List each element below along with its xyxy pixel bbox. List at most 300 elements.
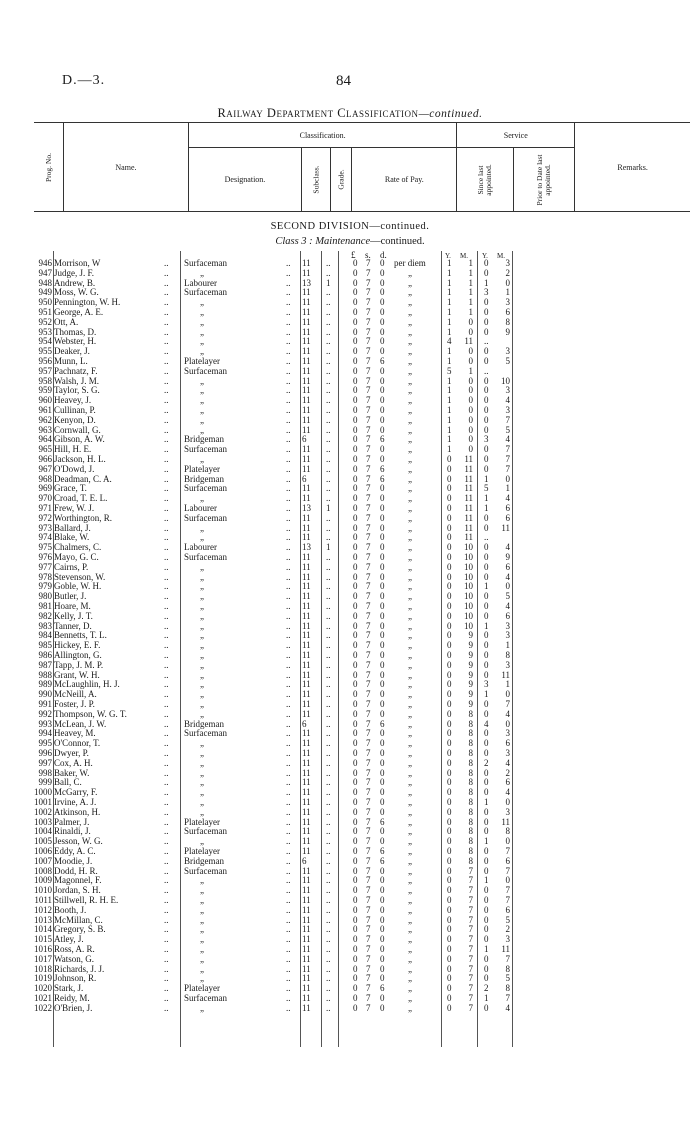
table-row bbox=[0, 563, 700, 573]
col-prog-no: Prog. No. bbox=[43, 152, 53, 182]
leader-dots: .. bbox=[286, 414, 291, 425]
cell-py: 0 bbox=[484, 738, 489, 749]
cell-name: Stevenson, W. bbox=[54, 571, 106, 582]
leader-dots: .. bbox=[164, 424, 169, 435]
cell-d: 6 bbox=[380, 356, 385, 366]
cell-s: 7 bbox=[366, 483, 371, 494]
cell-des: „ bbox=[200, 777, 204, 788]
leader-dots: .. bbox=[164, 630, 169, 641]
cell-py: 2 bbox=[484, 983, 489, 994]
cell-py: 0 bbox=[484, 385, 489, 396]
leader-dots: .. bbox=[286, 640, 291, 651]
cell-per: „ bbox=[408, 993, 412, 1003]
cell-l: 0 bbox=[353, 895, 358, 905]
cell-sy: 0 bbox=[447, 748, 452, 758]
table-row bbox=[0, 876, 700, 886]
cell-des: Surfaceman bbox=[184, 552, 227, 562]
leader-dots: .. bbox=[286, 297, 291, 308]
cell-d: 0 bbox=[380, 385, 385, 396]
cell-py: 0 bbox=[484, 297, 489, 308]
cell-s: 7 bbox=[366, 552, 371, 562]
cell-s: 7 bbox=[366, 836, 371, 847]
cell-sy: 0 bbox=[447, 640, 452, 651]
leader-dots: .. bbox=[164, 326, 169, 337]
cell-name: Atley, J. bbox=[54, 934, 84, 945]
table-row bbox=[0, 592, 700, 602]
cell-pm: 4 bbox=[505, 571, 510, 582]
cell-sub: 11 bbox=[302, 1002, 311, 1013]
leader-dots: .. bbox=[286, 356, 291, 366]
cell-gr: .. bbox=[326, 993, 331, 1003]
cell-per: „ bbox=[408, 914, 412, 925]
col-designation: Designation. bbox=[188, 148, 301, 212]
table-row bbox=[0, 269, 700, 279]
leader-dots: .. bbox=[164, 816, 169, 827]
cell-l: 0 bbox=[353, 512, 358, 523]
cell-no: 967 bbox=[38, 463, 52, 474]
cell-gr: .. bbox=[326, 581, 331, 592]
leader-dots: .. bbox=[286, 493, 291, 504]
cell-name: McMillan, C. bbox=[54, 914, 103, 925]
cell-per: „ bbox=[408, 748, 412, 758]
leader-dots: .. bbox=[286, 601, 291, 611]
cell-name: Watson, G. bbox=[54, 953, 95, 964]
cell-py: 0 bbox=[484, 307, 489, 317]
cell-name: McGarry, F. bbox=[54, 787, 98, 798]
cell-l: 0 bbox=[353, 689, 358, 700]
cell-no: 993 bbox=[38, 718, 52, 729]
cell-gr: .. bbox=[326, 326, 331, 337]
cell-l: 0 bbox=[353, 650, 358, 660]
cell-s: 7 bbox=[366, 679, 371, 690]
cell-sm: 9 bbox=[468, 699, 473, 709]
table-row bbox=[0, 641, 700, 651]
cell-l: 0 bbox=[353, 503, 358, 513]
cell-sm: 8 bbox=[468, 797, 473, 807]
cell-per: „ bbox=[408, 277, 412, 288]
cell-l: 0 bbox=[353, 277, 358, 288]
cell-des: „ bbox=[200, 424, 204, 435]
cell-s: 7 bbox=[366, 963, 371, 974]
cell-sy: 0 bbox=[447, 973, 452, 984]
cell-py: .. bbox=[484, 365, 489, 376]
cell-sub: 11 bbox=[302, 601, 311, 611]
leader-dots: .. bbox=[164, 708, 169, 719]
cell-l: 0 bbox=[353, 983, 358, 994]
cell-name: Croad, T. E. L. bbox=[54, 493, 108, 504]
cell-s: 7 bbox=[366, 914, 371, 925]
cell-d: 0 bbox=[380, 963, 385, 974]
cell-d: 0 bbox=[380, 522, 385, 533]
table-row bbox=[0, 759, 700, 769]
cell-sub: 6 bbox=[302, 434, 307, 445]
table-row bbox=[0, 867, 700, 877]
cell-name: Thompson, W. G. T. bbox=[54, 708, 127, 719]
leader-dots: .. bbox=[286, 855, 291, 866]
cell-l: 0 bbox=[353, 904, 358, 915]
cell-name: Grant, W. H. bbox=[54, 669, 100, 680]
unit-years-prior: Y. bbox=[482, 252, 488, 260]
cell-sm: 7 bbox=[468, 875, 473, 886]
cell-per: „ bbox=[408, 385, 412, 396]
cell-sub: 11 bbox=[302, 405, 311, 415]
cell-sub: 11 bbox=[302, 944, 311, 954]
cell-name: Kelly, J. T. bbox=[54, 610, 93, 621]
cell-d: 0 bbox=[380, 326, 385, 337]
cell-py: 0 bbox=[484, 640, 489, 651]
cell-gr: .. bbox=[326, 483, 331, 494]
cell-per: „ bbox=[408, 816, 412, 827]
cell-d: 0 bbox=[380, 679, 385, 690]
table-row bbox=[0, 357, 700, 367]
col-prior: Prior to Date last appointed. bbox=[514, 148, 575, 212]
cell-py: 2 bbox=[484, 757, 489, 768]
cell-sy: 1 bbox=[447, 356, 452, 366]
cell-d: 0 bbox=[380, 601, 385, 611]
cell-sm: 9 bbox=[468, 640, 473, 651]
cell-des: Labourer bbox=[184, 503, 217, 513]
cell-py: 0 bbox=[484, 512, 489, 523]
cell-d: 0 bbox=[380, 267, 385, 278]
cell-d: 0 bbox=[380, 316, 385, 327]
cell-pm: 0 bbox=[505, 797, 510, 807]
cell-pm: 0 bbox=[505, 875, 510, 886]
cell-s: 7 bbox=[366, 503, 371, 513]
cell-gr: 1 bbox=[326, 277, 331, 288]
cell-sub: 11 bbox=[302, 532, 311, 543]
cell-no: 996 bbox=[38, 748, 52, 758]
cell-gr: .. bbox=[326, 640, 331, 651]
cell-pm: 6 bbox=[505, 512, 510, 523]
cell-no: 1013 bbox=[34, 914, 52, 925]
cell-des: Surfaceman bbox=[184, 865, 227, 876]
cell-no: 973 bbox=[38, 522, 52, 533]
table-row bbox=[0, 984, 700, 994]
cell-py: 0 bbox=[484, 1002, 489, 1013]
cell-per: „ bbox=[408, 414, 412, 425]
leader-dots: .. bbox=[286, 963, 291, 974]
cell-no: 954 bbox=[38, 336, 52, 347]
cell-gr: .. bbox=[326, 679, 331, 690]
cell-s: 7 bbox=[366, 473, 371, 484]
cell-des: „ bbox=[200, 375, 204, 386]
cell-per: „ bbox=[408, 473, 412, 484]
cell-sm: 11 bbox=[464, 532, 473, 543]
cell-per: „ bbox=[408, 610, 412, 621]
cell-name: McNeill, A. bbox=[54, 689, 97, 700]
cell-des: Surfaceman bbox=[184, 444, 227, 455]
cell-sm: 8 bbox=[468, 777, 473, 788]
cell-s: 7 bbox=[366, 424, 371, 435]
cell-d: 0 bbox=[380, 875, 385, 886]
cell-name: Walsh, J. M. bbox=[54, 375, 100, 386]
cell-pm: 11 bbox=[501, 944, 510, 954]
cell-pm: 7 bbox=[505, 885, 510, 896]
leader-dots: .. bbox=[164, 346, 169, 357]
cell-sub: 11 bbox=[302, 973, 311, 984]
cell-name: Kenyon, D. bbox=[54, 414, 96, 425]
leader-dots: .. bbox=[164, 356, 169, 366]
leader-dots: .. bbox=[286, 885, 291, 896]
cell-no: 1019 bbox=[34, 973, 52, 984]
cell-no: 989 bbox=[38, 679, 52, 690]
cell-pm: 7 bbox=[505, 463, 510, 474]
cell-gr: .. bbox=[326, 463, 331, 474]
cell-sub: 11 bbox=[302, 806, 311, 817]
cell-sy: 1 bbox=[447, 424, 452, 435]
cell-no: 979 bbox=[38, 581, 52, 592]
header-rule-bottom bbox=[34, 211, 690, 212]
leader-dots: .. bbox=[286, 454, 291, 464]
leader-dots: .. bbox=[164, 934, 169, 945]
cell-l: 0 bbox=[353, 699, 358, 709]
leader-dots: .. bbox=[286, 728, 291, 739]
cell-sm: 7 bbox=[468, 924, 473, 935]
page-title bbox=[0, 106, 700, 121]
leader-dots: .. bbox=[164, 787, 169, 798]
cell-sm: 10 bbox=[464, 601, 473, 611]
cell-des: „ bbox=[200, 581, 204, 592]
cell-pm: 8 bbox=[505, 983, 510, 994]
cell-py: 0 bbox=[484, 414, 489, 425]
cell-sy: 0 bbox=[447, 767, 452, 778]
cell-gr: .. bbox=[326, 385, 331, 396]
leader-dots: .. bbox=[164, 336, 169, 347]
cell-sub: 11 bbox=[302, 463, 311, 474]
cell-per: „ bbox=[408, 983, 412, 994]
cell-l: 0 bbox=[353, 748, 358, 758]
cell-sy: 0 bbox=[447, 708, 452, 719]
cell-pm: 4 bbox=[505, 542, 510, 553]
cell-des: Bridgeman bbox=[184, 473, 224, 484]
cell-per: „ bbox=[408, 561, 412, 572]
cell-d: 0 bbox=[380, 669, 385, 680]
cell-d: 0 bbox=[380, 757, 385, 768]
cell-d: 0 bbox=[380, 904, 385, 915]
cell-py: 0 bbox=[484, 346, 489, 357]
table-row bbox=[0, 896, 700, 906]
cell-name: McLean, J. W. bbox=[54, 718, 107, 729]
division-heading: SECOND DIVISION—continued. bbox=[270, 221, 430, 232]
cell-no: 1012 bbox=[34, 904, 52, 915]
cell-des: „ bbox=[200, 414, 204, 425]
cell-pm: 8 bbox=[505, 963, 510, 974]
cell-per: „ bbox=[408, 434, 412, 445]
table-row bbox=[0, 612, 700, 622]
table-row bbox=[0, 573, 700, 583]
cell-sy: 0 bbox=[447, 473, 452, 484]
table-row bbox=[0, 906, 700, 916]
cell-des: Platelayer bbox=[184, 983, 220, 994]
leader-dots: .. bbox=[164, 307, 169, 317]
cell-des: Surfaceman bbox=[184, 512, 227, 523]
cell-d: 0 bbox=[380, 365, 385, 376]
cell-s: 7 bbox=[366, 934, 371, 945]
cell-sy: 0 bbox=[447, 787, 452, 798]
cell-py: 0 bbox=[484, 591, 489, 602]
leader-dots: .. bbox=[286, 689, 291, 700]
cell-sub: 13 bbox=[302, 503, 311, 513]
cell-name: Allington, G. bbox=[54, 650, 102, 660]
cell-pm: 1 bbox=[505, 679, 510, 690]
cell-sub: 11 bbox=[302, 581, 311, 592]
cell-l: 0 bbox=[353, 620, 358, 631]
cell-per: „ bbox=[408, 973, 412, 984]
cell-per: „ bbox=[408, 689, 412, 700]
cell-d: 0 bbox=[380, 454, 385, 464]
cell-l: 0 bbox=[353, 836, 358, 847]
cell-l: 0 bbox=[353, 757, 358, 768]
cell-des: Surfaceman bbox=[184, 365, 227, 376]
cell-pm: 4 bbox=[505, 1002, 510, 1013]
cell-d: 0 bbox=[380, 885, 385, 896]
cell-sm: 10 bbox=[464, 591, 473, 602]
cell-s: 7 bbox=[366, 973, 371, 984]
cell-per: „ bbox=[408, 836, 412, 847]
leader-dots: .. bbox=[164, 581, 169, 592]
cell-pm: 1 bbox=[505, 483, 510, 494]
cell-py: 1 bbox=[484, 993, 489, 1003]
cell-des: „ bbox=[200, 395, 204, 406]
cell-sub: 11 bbox=[302, 620, 311, 631]
cell-pm: 7 bbox=[505, 444, 510, 455]
cell-pm: 2 bbox=[505, 924, 510, 935]
cell-des: „ bbox=[200, 561, 204, 572]
cell-d: 0 bbox=[380, 277, 385, 288]
leader-dots: .. bbox=[164, 895, 169, 905]
cell-gr: .. bbox=[326, 336, 331, 347]
leader-dots: .. bbox=[164, 944, 169, 954]
leader-dots: .. bbox=[164, 767, 169, 778]
cell-d: 0 bbox=[380, 307, 385, 317]
leader-dots: .. bbox=[286, 846, 291, 856]
cell-gr: .. bbox=[326, 454, 331, 464]
cell-l: 0 bbox=[353, 767, 358, 778]
leader-dots: .. bbox=[164, 473, 169, 484]
table-row bbox=[0, 553, 700, 563]
cell-sy: 0 bbox=[447, 914, 452, 925]
cell-sm: 10 bbox=[464, 571, 473, 582]
cell-no: 962 bbox=[38, 414, 52, 425]
leader-dots: .. bbox=[286, 816, 291, 827]
cell-no: 974 bbox=[38, 532, 52, 543]
cell-s: 7 bbox=[366, 689, 371, 700]
cell-name: Tapp, J. M. P. bbox=[54, 659, 104, 670]
cell-per: „ bbox=[408, 287, 412, 298]
leader-dots: .. bbox=[164, 483, 169, 494]
cell-d: 0 bbox=[380, 934, 385, 945]
cell-name: Frew, W. J. bbox=[54, 503, 95, 513]
col-service: Service bbox=[457, 123, 575, 148]
cell-pm: 10 bbox=[501, 375, 510, 386]
table-row bbox=[0, 749, 700, 759]
cell-per: „ bbox=[408, 777, 412, 788]
cell-py: 1 bbox=[484, 797, 489, 807]
leader-dots: .. bbox=[164, 983, 169, 994]
cell-gr: .. bbox=[326, 689, 331, 700]
cell-no: 969 bbox=[38, 483, 52, 494]
leader-dots: .. bbox=[164, 718, 169, 729]
cell-l: 0 bbox=[353, 385, 358, 396]
leader-dots: .. bbox=[286, 993, 291, 1003]
cell-d: 0 bbox=[380, 993, 385, 1003]
cell-py: 1 bbox=[484, 944, 489, 954]
leader-dots: .. bbox=[286, 806, 291, 817]
cell-name: Blake, W. bbox=[54, 532, 90, 543]
cell-l: 0 bbox=[353, 424, 358, 435]
cell-py: 0 bbox=[484, 601, 489, 611]
cell-py: 0 bbox=[484, 454, 489, 464]
cell-des: „ bbox=[200, 650, 204, 660]
cell-pm: 2 bbox=[505, 767, 510, 778]
cell-py: 0 bbox=[484, 865, 489, 876]
leader-dots: .. bbox=[286, 699, 291, 709]
cell-per: „ bbox=[408, 444, 412, 455]
cell-per: „ bbox=[408, 581, 412, 592]
cell-pm: 0 bbox=[505, 277, 510, 288]
leader-dots: .. bbox=[286, 287, 291, 298]
cell-d: 6 bbox=[380, 816, 385, 827]
cell-sy: 0 bbox=[447, 601, 452, 611]
cell-name: Webster, H. bbox=[54, 336, 97, 347]
document-code: D.—3. bbox=[62, 73, 106, 88]
cell-gr: .. bbox=[326, 797, 331, 807]
cell-name: Irvine, A. J. bbox=[54, 797, 97, 807]
cell-sy: 1 bbox=[447, 326, 452, 337]
cell-sy: 0 bbox=[447, 806, 452, 817]
cell-s: 7 bbox=[366, 395, 371, 406]
cell-per: „ bbox=[408, 904, 412, 915]
cell-per: „ bbox=[408, 375, 412, 386]
cell-sy: 0 bbox=[447, 542, 452, 553]
cell-des: Surfaceman bbox=[184, 728, 227, 739]
cell-sub: 11 bbox=[302, 512, 311, 523]
cell-l: 0 bbox=[353, 444, 358, 455]
cell-py: 0 bbox=[484, 542, 489, 553]
cell-sm: 8 bbox=[468, 806, 473, 817]
cell-sy: 0 bbox=[447, 797, 452, 807]
cell-per: „ bbox=[408, 924, 412, 935]
cell-py: 0 bbox=[484, 571, 489, 582]
cell-sub: 11 bbox=[302, 316, 311, 327]
cell-sub: 11 bbox=[302, 846, 311, 856]
cell-l: 0 bbox=[353, 297, 358, 308]
cell-sm: 11 bbox=[464, 483, 473, 494]
cell-per: per diem bbox=[394, 258, 426, 268]
cell-sub: 11 bbox=[302, 591, 311, 602]
table-row bbox=[0, 298, 700, 308]
cell-sm: 11 bbox=[464, 512, 473, 523]
table-row bbox=[0, 524, 700, 534]
cell-gr: .. bbox=[326, 924, 331, 935]
cell-d: 0 bbox=[380, 973, 385, 984]
cell-sy: 1 bbox=[447, 287, 452, 298]
cell-pm: 3 bbox=[505, 258, 510, 268]
cell-gr: .. bbox=[326, 620, 331, 631]
cell-per: „ bbox=[408, 316, 412, 327]
cell-no: 1017 bbox=[34, 953, 52, 964]
cell-py: 0 bbox=[484, 728, 489, 739]
cell-sub: 11 bbox=[302, 297, 311, 308]
cell-pm: 3 bbox=[505, 385, 510, 396]
cell-gr: .. bbox=[326, 699, 331, 709]
cell-des: „ bbox=[200, 797, 204, 807]
cell-sub: 11 bbox=[302, 797, 311, 807]
cell-s: 7 bbox=[366, 385, 371, 396]
cell-no: 982 bbox=[38, 610, 52, 621]
table-row bbox=[0, 651, 700, 661]
leader-dots: .. bbox=[286, 934, 291, 945]
